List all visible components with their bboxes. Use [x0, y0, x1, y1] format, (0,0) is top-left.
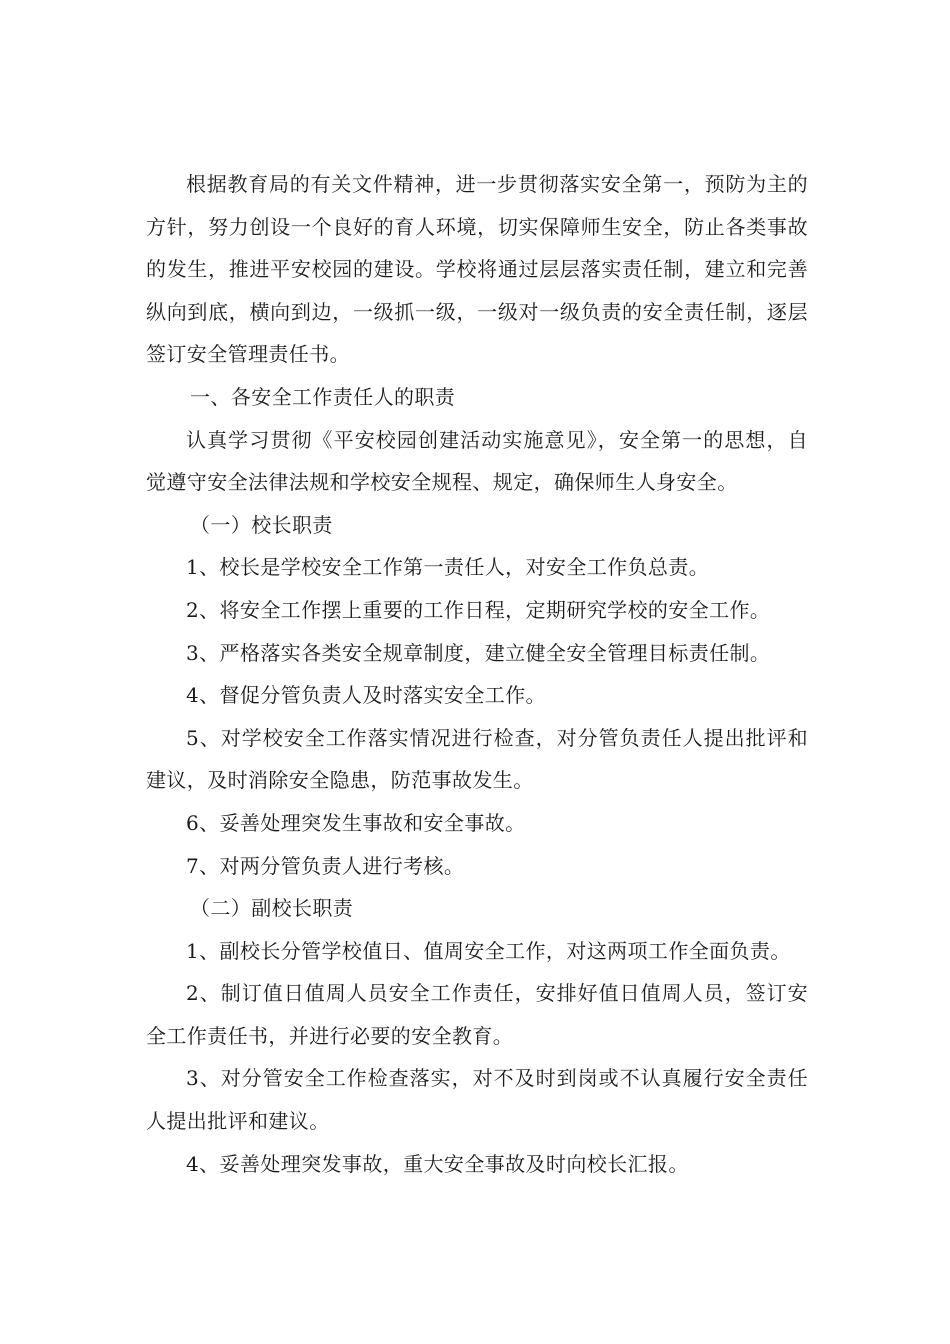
subsection-heading-principal: （一）校长职责 [190, 512, 333, 537]
principal-duty-5: 5、对学校安全工作落实情况进行检查，对分管负责任人提出批评和建议，及时消除安全隐患，防范事故发生。 [146, 725, 808, 793]
principal-duty-7: 7、对两分管负责人进行考核。 [186, 853, 465, 878]
intro-paragraph: 根据教育局的有关文件精神，进一步贯彻落实安全第一，预防为主的方针，努力创设一个良好的育人环境，切实保障师生安全，防止各类事故的发生，推进平安校园的建设。学校将通过层层落实责任制，建立和完善纵向到底，横向到边，一级抓一级，一级对一级负责的安全责任制，逐层签订安全管理责任书。 [146, 172, 808, 367]
principal-duty-4: 4、督促分管负责人及时落实安全工作。 [186, 683, 546, 708]
principal-duty-3: 3、严格落实各类安全规章制度，建立健全安全管理目标责任制。 [186, 640, 771, 665]
section-intro-paragraph: 认真学习贯彻《平安校园创建活动实施意见》，安全第一的思想，自觉遵守安全法律法规和学校安全规程、规定，确保师生人身安全。 [146, 427, 808, 495]
vice-principal-duty-1: 1、副校长分管学校值日、值周安全工作，对这两项工作全面负责。 [186, 938, 791, 963]
section-heading-responsibilities: 一、各安全工作责任人的职责 [190, 384, 456, 409]
document-body [146, 163, 808, 1185]
principal-duty-6: 6、妥善处理突发生事故和安全事故。 [186, 810, 526, 835]
vice-principal-duty-3: 3、对分管安全工作检查落实，对不及时到岗或不认真履行安全责任人提出批评和建议。 [146, 1066, 808, 1134]
subsection-heading-vice-principal: （二）副校长职责 [190, 896, 354, 921]
principal-duty-2: 2、将安全工作摆上重要的工作日程，定期研究学校的安全工作。 [186, 597, 771, 622]
vice-principal-duty-4: 4、妥善处理突发事故，重大安全事故及时向校长汇报。 [186, 1151, 689, 1176]
vice-principal-duty-2: 2、制订值日值周人员安全工作责任，安排好值日值周人员，签订安全工作责任书，并进行必要的安全教育。 [146, 981, 808, 1048]
principal-duty-1: 1、校长是学校安全工作第一责任人，对安全工作负总责。 [186, 555, 710, 580]
